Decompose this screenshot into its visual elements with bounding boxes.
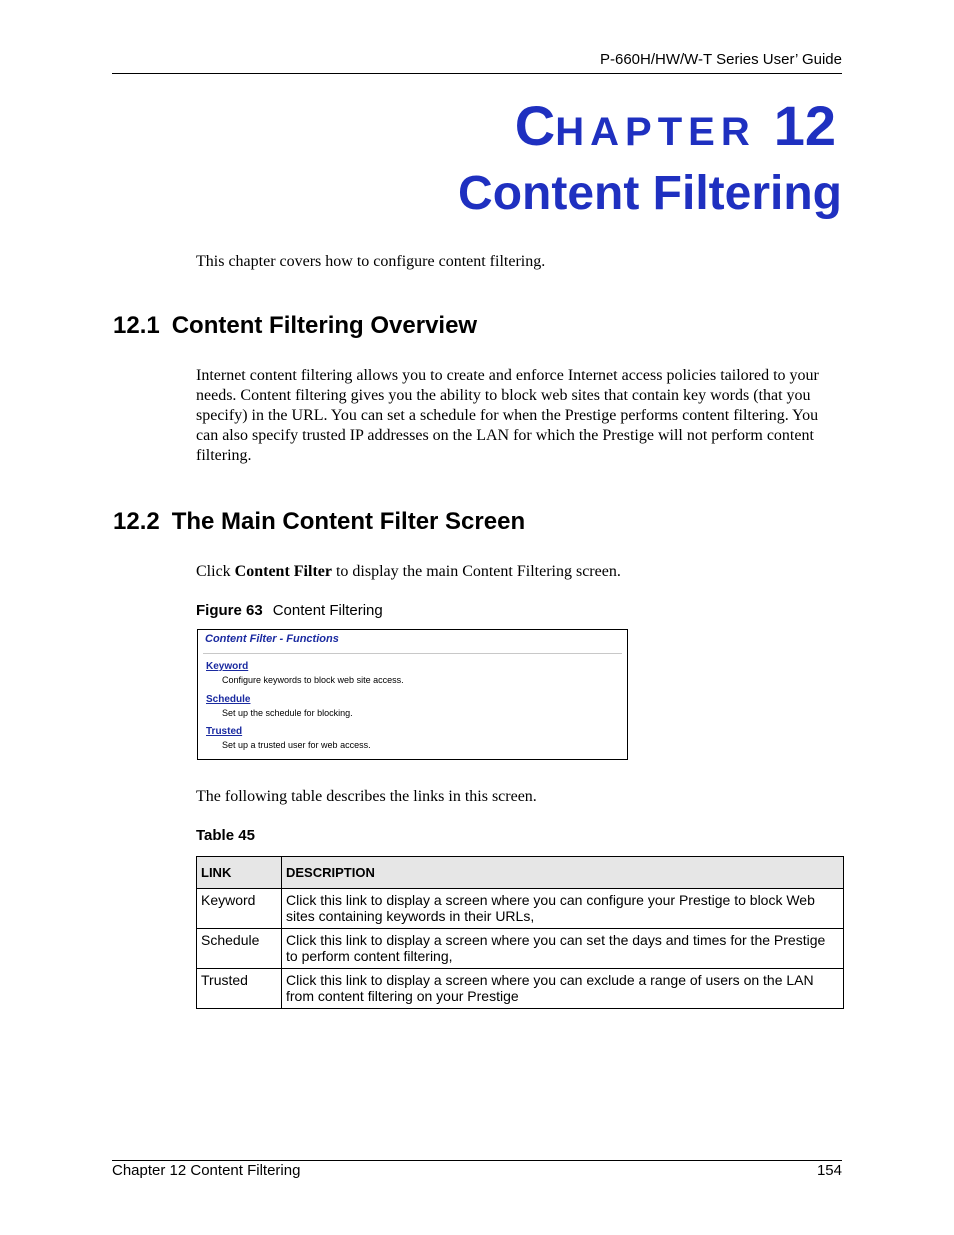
table-intro-paragraph: The following table describes the links in this screen. (196, 788, 537, 805)
overview-paragraph: Internet content filtering allows you to create and enforce Internet access policies tailored to your needs. Content filtering gives you the ability to block web sites that contain key words (that you specify) in the URL. You can set a schedule for when the Prestige performs content filtering. You can also specify trusted IP addresses on the LAN for which the Prestige will not perform content filtering. (196, 367, 819, 464)
table-header-row (197, 857, 844, 889)
figure-caption (196, 602, 383, 619)
section-number: 12.1 (113, 312, 160, 339)
table-caption: Table 45 (196, 827, 255, 844)
trusted-link[interactable]: Trusted (206, 726, 243, 737)
chapter-label-first: C (514, 94, 556, 157)
header-guide-title: P-660H/HW/W-T Series User’ Guide (599, 51, 842, 68)
links-description-table (196, 856, 844, 1009)
table-cell-description: Click this link to display a screen where you can configure your Prestige to block Web sites containing keywords in their URLs, (282, 889, 844, 929)
footer-rule (112, 1160, 842, 1161)
table-row (197, 969, 844, 1009)
paragraph-text: to display the main Content Filtering screen. (331, 563, 621, 580)
table-row (197, 929, 844, 969)
footer-page-number: 154 (816, 1162, 842, 1179)
footer-chapter-title: Chapter 12 Content Filtering (112, 1162, 301, 1179)
header-rule (112, 73, 842, 74)
column-header-description: DESCRIPTION (282, 857, 844, 889)
table-cell-description: Click this link to display a screen where you can set the days and times for the Prestige to perform content filtering, (282, 929, 844, 969)
section-title: The Main Content Filter Screen (171, 508, 526, 535)
main-screen-paragraph (196, 562, 842, 582)
section-title: Content Filtering Overview (171, 312, 478, 339)
table-cell-link: Trusted (197, 969, 282, 1009)
section-heading-overview (113, 312, 477, 340)
screen-divider (203, 653, 622, 654)
chapter-label (514, 94, 836, 157)
schedule-description: Set up the schedule for blocking. (222, 708, 353, 718)
figure-label: Figure 63 (196, 602, 263, 619)
chapter-label-rest: HAPTER (555, 110, 756, 154)
chapter-number: 12 (773, 94, 836, 157)
figure-caption-text: Content Filtering (272, 602, 383, 619)
schedule-link[interactable]: Schedule (206, 694, 251, 705)
table-row (197, 889, 844, 929)
column-header-link: LINK (197, 857, 282, 889)
screen-title: Content Filter - Functions (205, 633, 339, 645)
section-heading-main-screen (113, 508, 525, 536)
table-cell-description: Click this link to display a screen where you can exclude a range of users on the LAN from content filtering on your Prestige (282, 969, 844, 1009)
table-cell-link: Keyword (197, 889, 282, 929)
trusted-description: Set up a trusted user for web access. (222, 740, 371, 750)
intro-paragraph: This chapter covers how to configure content filtering. (196, 253, 546, 270)
table-cell-link: Schedule (197, 929, 282, 969)
screenshot-content-filter-functions (197, 629, 628, 760)
keyword-description: Configure keywords to block web site access. (222, 675, 404, 685)
chapter-title: Content Filtering (458, 167, 842, 220)
ui-term-content-filter: Content Filter (234, 563, 332, 580)
section-number: 12.2 (113, 508, 160, 535)
keyword-link[interactable]: Keyword (206, 661, 249, 672)
paragraph-text: Click (196, 563, 235, 580)
